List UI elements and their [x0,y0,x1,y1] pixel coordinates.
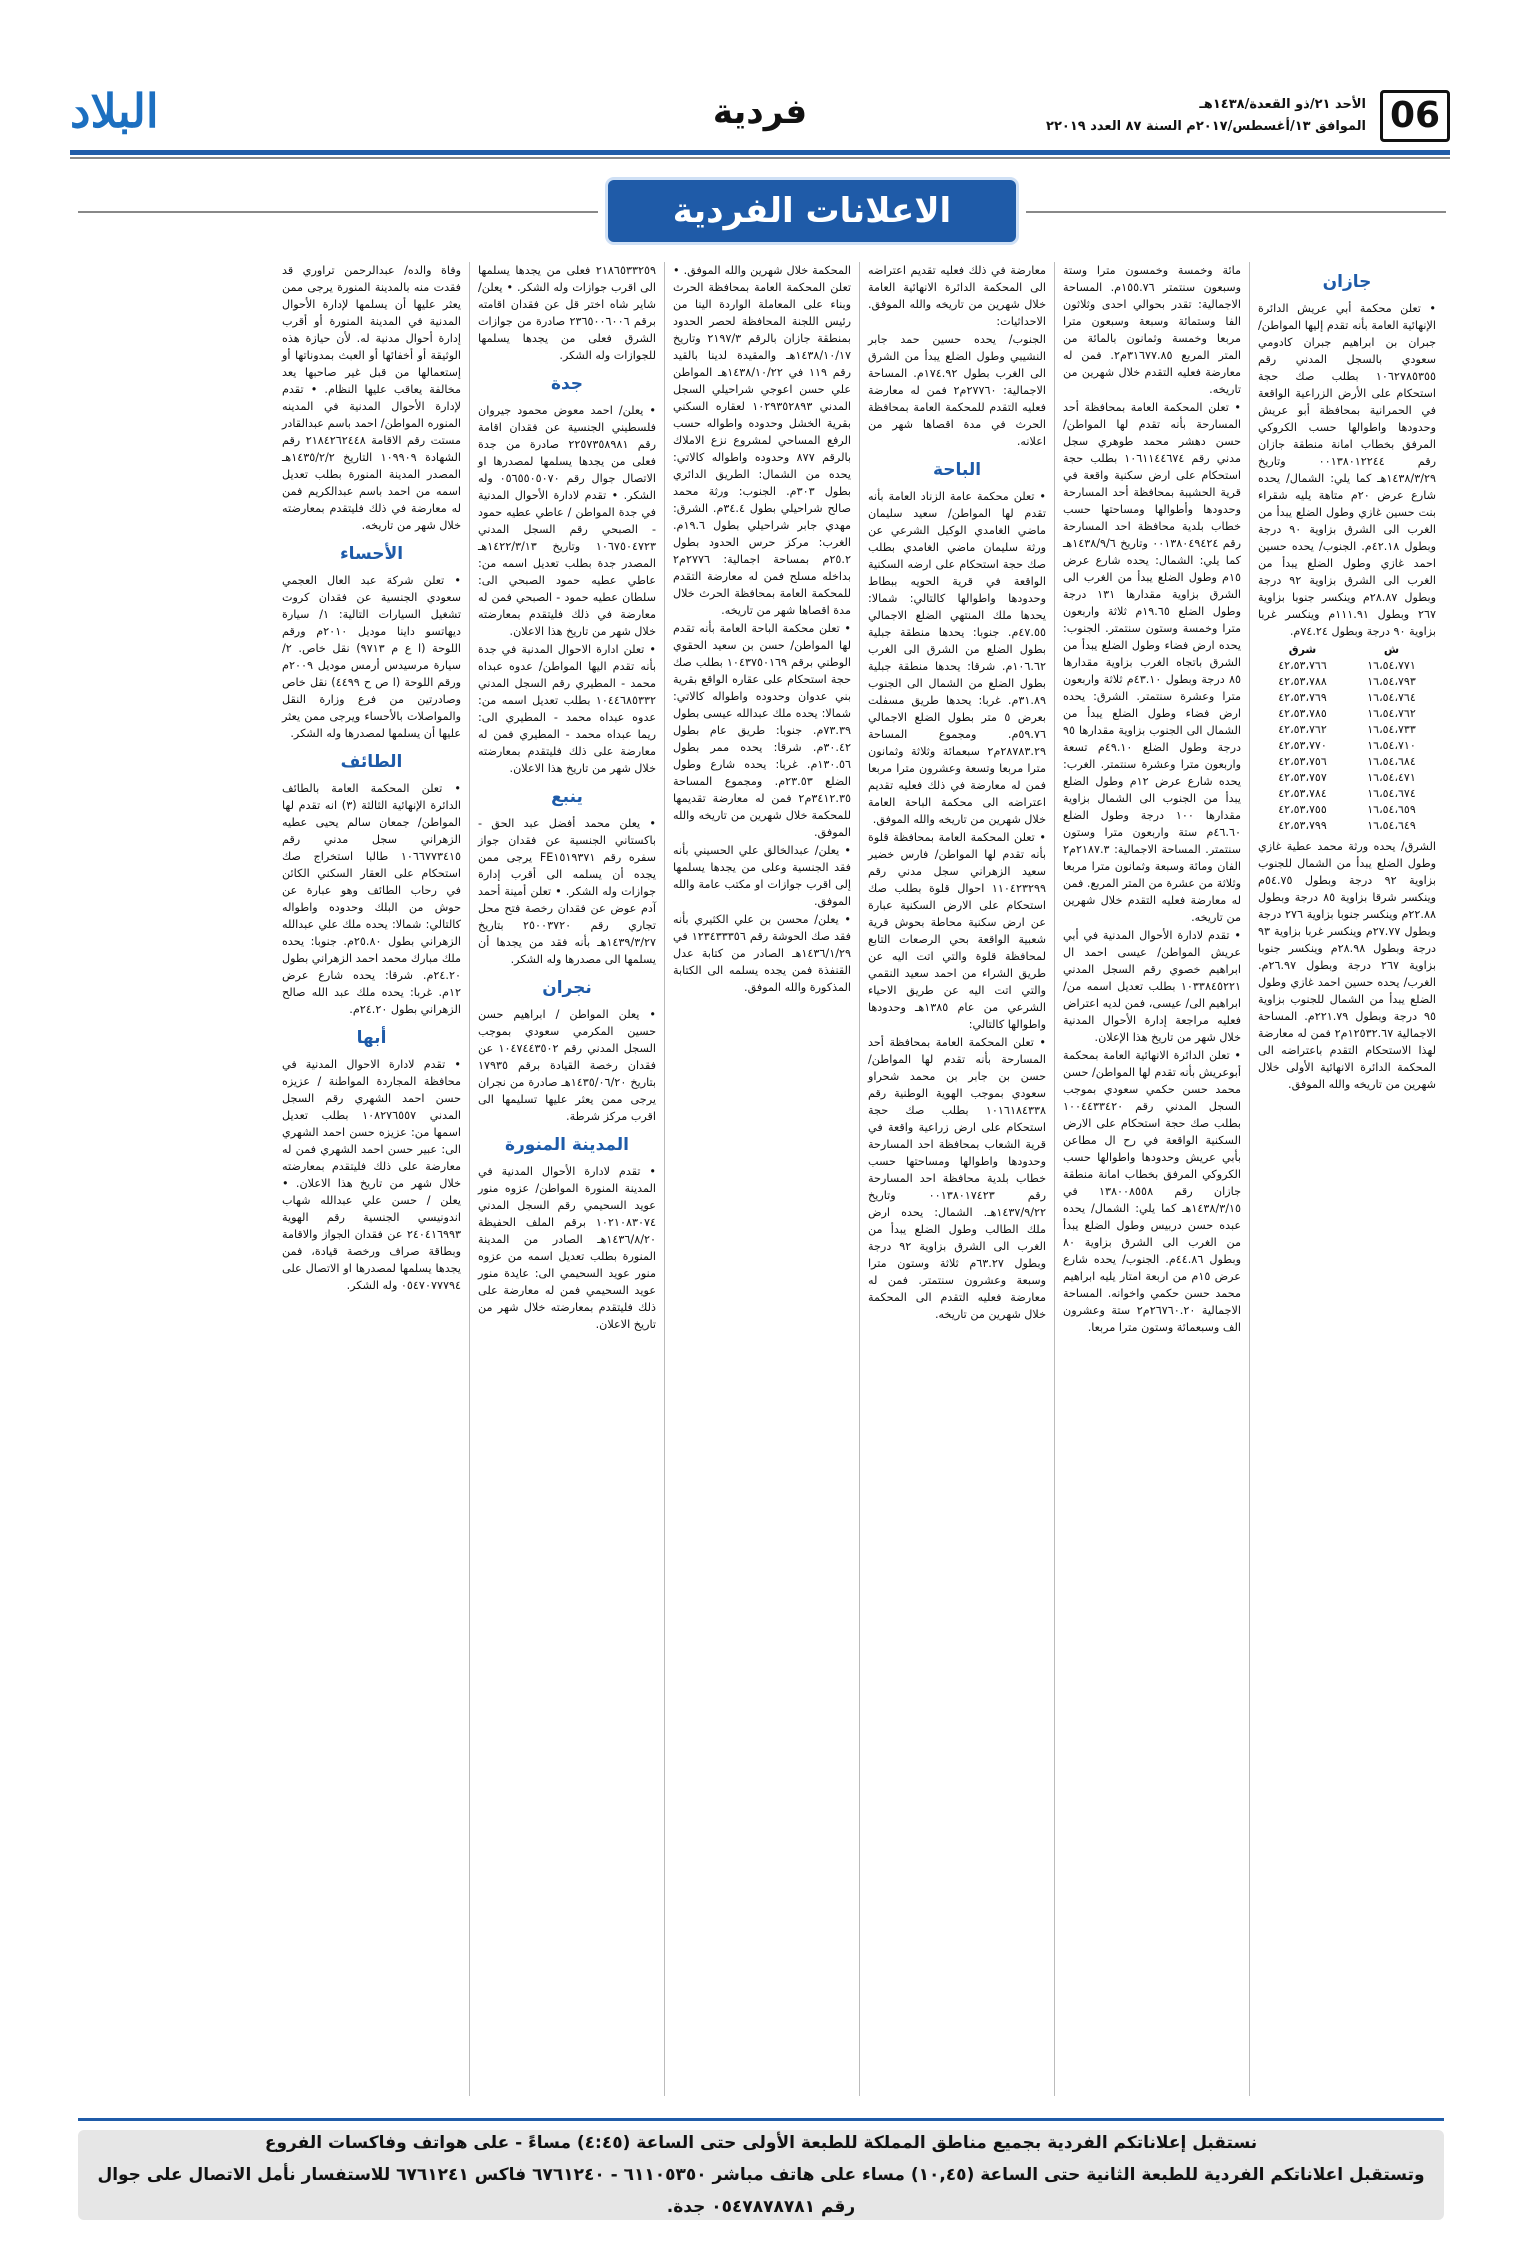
ad-text: • تعلن محكمة أبي عريش الدائرة الإنهائية العامة بأنه تقدم إليها المواطن/ جبران بن ابراهيم جبران كادومي سعودي بالسجل المدني رقم ١٠٦٢٧٨٥٣٥٥ بطلب صك حجة استحكام على الأرض الزراعية الواقعة في الحمرانية بمحافظة أبو عريش وحدودها واطوالها حسب الكروكي المرفق بخطاب امانة منطقة جازان رقم ٠٠١٣٨٠١٢٢٤٤ وتاريخ ١٤٣٨/٣/٢٩هـ كما يلي: الشمال/ يحده شارع عرض ٢٠م متاهة يليه شقراء بنت حسين غازي وطول الضلع يبدأ من الغرب الى الشرق بزاوية ٩٠ درجة وبطول ٤٢.١٨م. الجنوب/ يحده حسين احمد غازي وطول الضلع يبدأ من الغرب الى الشرق بزاوية ٩٢ درجة وبطول ٢٨.٨٧م وينكسر جنوبا بزاوية ٢٦٧ وبطول ١١١.٩١م وينكسر غربا بزاوية ٩٠ درجة وبطول ٧٤.٢٤م. [1258,302,1437,638]
ad-text: • تعلن المحكمة العامة بمحافظة أحد المسارحة بأنه تقدم لها المواطن/ حسن بن جابر بن محمد شحراو سعودي بموجب الهوية الوطنية رقم ١٠١٦١٨٤٣٣٨ بطلب صك حجة استحكام على ارض زراعية واقعة في قرية الشعاب بمحافظة احد المسارحة وحدودها واطوالها ومساحتها حسب خطاب بلدية محافظة احد المسارحة رقم ٠٠١٣٨٠١٧٤٢٣ وتاريخ ١٤٣٧/٩/٢٢هـ. الشمال: يحده ارض ملك الطالب وطول الضلع يبدأ من الغرب الى الشرق بزاوية ٩٢ درجة وبطول ٦٣.٢٧م ثلاثة وستون مترا وسبعة وعشرون سنتمتر. فمن له معارضة فعليه التقدم الى المحكمة خلال شهرين من تاريخه. [868,1036,1046,1321]
masthead-rule-thin [70,157,1450,159]
region-heading: جازان [1322,272,1372,292]
ad-text: وفاة والده/ عبدالرحمن تراوري قد فقدت منه بالمدينة المنورة يرجى ممن يعثر عليها أن يسلمها لإدارة الأحوال المدنية في المدينة المنورة أو أقرب إدارة أحوال مدنية له. لأن حيازة هذه الوثيقة أو أخفائها أو العبث بمدوناتها أو إستعمالها من قبل غير صاحبها يعد مخالفة يعاقب عليها النظام. • تقدم لإدارة الأحوال المدنية في المدينه المنوره المواطن/ احمد باسم عبدالقادر مستت رقم الاقامة ٢١٨٤٢٦٢٤٤٨ رقم الشهادة ١٠٩٩٠٩ التاريخ ١٤٣٥/٢/٢هـ المصدر المدينة المنورة بطلب تعديل اسمه من احمد باسم عبدالكريم فمن له معارضة في ذلك فليتقدم بمعارضته خلال شهر من تاريخه. [282,264,461,532]
banner-title: الاعلانات الفردية [672,191,952,231]
ad-column [859,262,1054,2096]
table-row [1258,818,1436,834]
footer-line-1: نستقبل إعلاناتكم الفردية بجميع مناطق المملكة للطبعة الأولى حتى الساعة (٤:٤٥) مساءً - على هواتف وفاكسات الفروع [264,2133,1258,2153]
coordinate-cell: ٤٢،٥٣،٧٥٦ [1278,755,1327,768]
table-row [1258,738,1436,754]
ad-column [664,262,859,2096]
coordinate-cell: ١٦،٥٤،٦٧٤ [1367,787,1416,800]
table-row [1258,754,1436,770]
coordinates-header: شرق [1288,643,1317,656]
coordinate-cell: ١٦،٥٤،٦٥٩ [1367,803,1416,816]
table-row [1258,722,1436,738]
coordinate-cell: ١٦،٥٤،٧٦٤ [1367,691,1416,704]
table-row [1258,802,1436,818]
table-row [1258,658,1436,674]
coordinate-cell: ١٦،٥٤،٧٧١ [1367,659,1416,672]
region-heading: الباحة [932,460,982,480]
newspaper-logo: البلاد [70,84,159,138]
coordinate-cell: ٤٢،٥٣،٧٦٢ [1278,723,1327,736]
ads-columns [78,262,1444,2096]
coordinate-cell: ٤٢،٥٣،٧٩٩ [1278,819,1327,832]
footer-notice [78,2130,1444,2220]
ad-column [1054,262,1249,2096]
ad-text: • تقدم لادارة الأحوال المدنية في أبي عريش المواطن/ عيسى احمد ال ابراهيم خصوي رقم السجل المدني ١٠٣٣٨٤٥٢٢١ بطلب تعديل اسمه من/ ابراهيم الى/ عيسى، فمن لديه اعتراض فعليه مراجعة إدارة الأحوال المدنية خلال شهر من تاريخ هذا الإعلان. [1063,929,1241,1044]
ad-text: • تقدم لادارة الأحوال المدنية في المدينة المنورة المواطن/ عزوه منور عويد السحيمي رقم السجل المدني ١٠٢١٠٨٣٠٧٤ برقم الملف الحفيظة ١٤٣٦/٨/٢٠هـ الصادر من المدينة المنورة بطلب تعديل اسمه من عزوه منور عويد السحيمي الى: عايدة منور عويد السحيمي فمن له معارضة على ذلك فليتقدم بمعارضته خلال شهر من تاريخ الاعلان. [478,1165,656,1331]
ad-text: الجنوب/ يحده حسين حمد جابر النشيبي وطول الضلع يبدأ من الشرق الى الغرب بطول ١٧٤.٩٢م. المساحة الاجمالية: ٢٧٧٦٠م٢ فمن له معارضة فعليه التقدم للمحكمة العامة بمحافظة الحرث في مدة اقصاها شهر من اعلانه. [868,333,1047,448]
section-title: فردية [712,92,808,132]
region-heading: الأحساء [339,544,404,564]
ad-text: • تعلن ادارة الاحوال المدنية في جدة بأنه تقدم اليها المواطن/ عدوه عبداه محمد - المطيري رقم السجل المدني ١٠٤٤٦٨٥٣٣٢ بطلب تعديل اسمه من: عدوه عبداه محمد - المطيري الى: ريما عبداه محمد - المطيري فمن له معارضة على ذلك فليتقدم بمعارضته خلال شهر من تاريخ هذا الاعلان. [478,643,656,775]
coordinate-cell: ١٦،٥٤،٦٤٩ [1367,819,1416,832]
ad-text: المحكمة خلال شهرين والله الموفق. • تعلن المحكمة العامة بمحافظة الحرث وبناء على المعاملة الواردة الينا من رئيس اللجنة المحافظة لحصر الحدود بمنطقة جازان بالرقم ٢١٩٧/٣ وتاريخ ١٤٣٨/١٠/١٧هـ والمقيدة لدينا بالقيد رقم ١١٩ في ١٤٣٨/١٠/٢٢هـ المواطن علي حسن اعوجي شراحيلي السجل المدني ١٠٢٩٣٥٢٨٩٣ لعقاره السكني بقرية الخشل وحدوده واطواله حسب الرفع المساحي لمشروع نزع الاملاك بالرقم ٨٧٧ وحدوده واطواله كالاتي: يحده من الشمال: الطريق الدائري بطول ٣٠٣م. الجنوب: ورثة محمد صالح شراحيلي بطول ٣٤.٤م. الشرق: مهدي جابر شراحيلي بطول ١٩.٦م. الغرب: مركز حرس الحدود بطول ٢٥.٢م بمساحة اجمالية: ٢٧٧٦م٢ بداخله مسلح فمن له معارضة التقدم للمحكمة العامة بمحافظة الحرث خلال مدة اقصاها شهر من تاريخه. [673,264,851,617]
banner-line-left [78,211,598,213]
region-heading: الطائف [340,752,403,772]
ad-text: • تعلن محكمة عامة الزناد العامة بأنه تقدم لها المواطن/ سعيد سليمان ماضي الغامدي الوكيل الشرعي عن ورثة سليمان ماضي الغامدي بطلب صك حجة استحكام على ارضه السكنية الواقعة في قرية الحويه ببطاط وحدودها واطوالها كالتالي: شمالا: يحدها ملك المنتهي الضلع الاجمالي ٤٧.٥٥م. جنوبا: يحدها منطقة جبلية بطول الضلع من الشرق الى الغرب ١٠٦.٦٢م. شرقا: يحدها منطقة جبلية بطول الضلع من الشمال الى الجنوب ٣١.٨٩م. غربا: يحدها طريق مسفلت بعرض ٥ متر بطول الضلع الاجمالي ٥٩.٧٦م. ومجموع المساحة ٢٨٧٨٣.٢٩م٢ سبعمائة وثلاثة وثمانون مترا مربعا وتسعة وعشرون مترا مربعا فمن له معارضة في ذلك فعليه تقديم اعتراضه الى محكمة الباحة العامة خلال شهرين من تاريخه والله الموفق. [868,490,1046,826]
date-gregorian: الموافق ١٣/أغسطس/٢٠١٧م السنة ٨٧ العدد ٢٢٠١٩ [1046,119,1366,134]
coordinate-cell: ١٦،٥٤،٧١٠ [1367,739,1416,752]
ad-text: • تعلن المحكمة العامة بمحافظة أحد المسارحة بأنه تقدم لها المواطن/ حسن دهشر محمد طوهري سجل مدني رقم ١٠٦١١٤٤٦٧٤ بطلب حجة استحكام على ارض سكنية واقعة في قرية الحشيبة بمحافظة أحد المسارحة وحدودها وأطوالها ومساحتها حسب خطاب بلدية محافظة احد المسارحة رقم ٠٠١٣٨٠٤٩٤٢٤ وتاريخ ١٤٣٨/٩/٦هـ كما يلي: الشمال: يحده شارع عرض ١٥م وطول الضلع يبدأ من الغرب الى الشرق بزاوية مقدارها ١٣١ درجة وطول الضلع ١٩.٦٥م ثلاثة واربعون مترا وخمسة وستون سنتمتر. الجنوب: يحده ارض فضاء وطول الضلع يبدأ من الشرق باتجاه الغرب بزاوية مقدارها ٨٥ درجة وبطول ٤٣.١٠م ثلاثة واربعون مترا وعشرة سنتمتر. الشرق: يحده ارض فضاء وطول الضلع يبدأ من الشمال الى الجنوب بزاوية مقدارها ٩٥ درجة وطول الضلع ٤٩.١٠م تسعة واربعون مترا وعشرة سنتمتر. الغرب: يحده شارع عرض ١٢م وطول الضلع يبدأ من الجنوب الى الشمال بزاوية مقدارها ١٠٠ درجة وطول الضلع ٤٦.٦٠م ستة واربعون مترا وستون سنتمتر. المساحة الاجمالية: ٢١٨٧.٣م٢ الفان ومائة وسبعة وثمانون مترا مربعا وثلاثة من عشرة من المتر المربع. فمن له معارضة فعليه التقدم خلال شهرين من تاريخه. [1063,401,1241,924]
issue-date [1046,94,1366,138]
coordinate-cell: ١٦،٥٤،٧٣٣ [1367,723,1416,736]
ad-text: • تعلن المحكمة العامة بالطائف الدائرة الإنهائية الثالثة (٣) انه تقدم لها المواطن/ جمعان سالم يحيى عطيه الزهراني سجل مدني رقم ١٠٦٦٧٧٣٤١٥ طالبا استخراج صك استحكام على العقار السكني الكائن في رحاب الطائف وهو عبارة عن حوش من البلك وحدوده واطواله كالتالي: شمالا: يحده ملك علي عبدالله الزهراني بطول ٢٥.٨٠م. جنوبا: يحده ملك مبارك محمد احمد الزهراني بطول ٢٤.٢٠م. شرقا: يحده شارع عرض ١٢م. غربا: يحده ملك عبد الله صالح الزهراني بطول ٢٤.٢٠م. [282,782,461,1016]
ad-text: • تقدم لادارة الاحوال المدنية في محافظة المجاردة المواطنة / عزيزه حسن احمد الشهري رقم السجل المدني ١٠٨٢٧٦٥٥٧ بطلب تعديل اسمها من: عزيزه حسن احمد الشهري الى: عبير حسن احمد الشهري فمن له معارضة على ذلك فليتقدم بمعارضته خلال شهر من تاريخ هذا الاعلان. • يعلن / حسن علي عبدالله شهاب اندونيسي الجنسية رقم الهوية ٢٤٠٤١٦٩٩٣ عن فقدان الجواز والاقامة وبطاقة صراف ورخصة قيادة، فمن يجدها يسلمها لمصدرها او الاتصال على ٠٥٤٧٠٧٧٧٩٤ وله الشكر. [282,1058,462,1292]
coordinate-cell: ١٦،٥٤،٧٦٢ [1367,707,1416,720]
region-heading: المدينة المنورة [504,1135,629,1155]
region-heading: نجران [542,978,592,998]
ad-text: • يعلن محمد أفضل عبد الحق - باكستاني الجنسية عن فقدان جواز سفره رقم FE١٥١٩٣٧١ يرجى ممن يجده أن يسلمه الى أقرب إدارة جوازات وله الشكر. • تعلن أمينة أحمد آدم عوض عن فقدان رخصة فتح محل تجاري رقم ٢٥٠٠٣٧٢٠ بتاريخ ١٤٣٩/٣/٢٧هـ بأنه فقد من يجدها أن يسلمها الى مصدرها وله الشكر. [478,817,656,966]
ad-text: • يعلن المواطن / ابراهيم حسن حسين المكرمي سعودي بموجب السجل المدني رقم ١٠٤٧٤٤٣٥٠٢ عن فقدان رخصة القيادة برقم ١٧٩٣٥ بتاريخ ١٤٣٥/٠٦/٢٠هـ صادرة من نجران يرجى ممن يعثر عليها تسليمها الى اقرب مركز شرطة. [478,1008,656,1123]
banner-line-right [1026,211,1446,213]
masthead-rule [70,150,1450,155]
coordinate-cell: ٤٢،٥٣،٧٥٥ [1278,803,1327,816]
table-row [1258,786,1436,802]
ad-text: • تعلن محكمة الباحة العامة بأنه تقدم لها المواطن/ حسن بن سعيد الحقوي الوطني برقم ١٠٤٣٧٥٠١٦٩ بطلب صك حجة استحكام على عقاره الواقع بقرية بني عدوان وحدوده واطواله كالاتي: شمالا: يحده ملك عبدالله عيسى بطول ٧٣.٣٩م. جنوبا: طريق عام بطول ٣٠.٤٢م. شرقا: يحده ممر بطول ١٣٠.٥٦م. غربا: يحده شارع وطول الضلع ٢٣.٥٣م. ومجموع المساحة ٣٤١٢.٣٥م٢ فمن له معارضة تقديمها للمحكمة خلال شهرين من تاريخه والله الموفق. [673,622,852,839]
coordinate-cell: ٤٢،٥٣،٧٨٤ [1278,787,1327,800]
table-row [1258,770,1436,786]
masthead [70,84,1450,150]
coordinates-table [1258,642,1436,834]
ad-column [469,262,664,2096]
coordinate-cell: ٤٢،٥٣،٧٧٠ [1278,739,1327,752]
ad-text: معارضة في ذلك فعليه تقديم اعتراضه الى المحكمة الدائرة الانهائية العامة خلال شهرين من تاريخه والله الموفق. الاحداثيات: [868,264,1046,328]
region-heading: جدة [550,374,584,394]
coordinate-cell: ١٦،٥٤،٧٩٣ [1367,675,1416,688]
ad-text: • تعلن شركة عبد العال العجمي سعودي الجنسية عن فقدان كروت تشغيل السيارات التالية: ١/ سيارة ديهاتسو داينا موديل ٢٠١٠م ورقم اللوحة (ا ع م ٩٧١٣) نقل خاص. ٢/ سيارة مرسيدس أرمس موديل ٢٠٠٩م ورقم اللوحة (ا ص ح ٤٤٩٩) نقل خاص وصادرتين من فرع وزارة النقل والمواصلات بالأحساء ويرجى ممن يعثر عليها أن يسلمها لمصدرها وله الشكر. [282,574,462,740]
coordinate-cell: ٤٢،٥٣،٧٦٦ [1278,659,1327,672]
ad-column [274,262,469,2096]
ad-text: ٢١٨٦٥٣٣٢٥٩ فعلى من يجدها يسلمها الى اقرب جوازات وله الشكر. • يعلن/ شاير شاه اختر قل عن فقدان اقامته برقم ٢٣٦٥٠٠٦٠٠٦ صادرة من جوازات الشرق فعلى من يجدها يسلمها للجوازات وله الشكر. [478,264,656,362]
coordinate-cell: ١٦،٥٤،٦٨٤ [1367,755,1416,768]
coordinate-cell: ٤٢،٥٣،٧٥٧ [1278,771,1327,784]
footer-line-2: وتستقبل اعلاناتكم الفردية للطبعة الثانية حتى الساعة (١٠,٤٥) مساء على هاتف مباشر ٦١١٠٥٣٥٠ - ٦٧٦١٢٤٠ فاكس ٦٧٦١٢٤١ للاستفسار نأمل الاتصال على جوال رقم ٠٥٤٧٨٧٨٧٨١ جدة. [97,2165,1425,2217]
page-banner [608,180,1016,242]
table-row [1258,690,1436,706]
ad-column [1249,262,1444,2096]
ad-text: • يعلن/ عبدالخالق علي الحسيني بأنه فقد الجنسية وعلى من يجدها يسلمها إلى اقرب جوازات او مكتب عامة والله الموفق. [673,844,851,908]
date-hijri: الأحد ٢١/ذو القعدة/١٤٣٨هـ [1199,97,1366,112]
ad-text: مائة وخمسة وخمسون مترا وستة وسبعون سنتمتر ١٥٥.٧٦م. المساحة الاجمالية: تقدر بحوالي احدى وثلاثون الفا وستمائة وسبعة وسبعون مترا مربعا وخمسة وثمانون بالمائة من المتر المربع ٣١٦٧٧.٨٥م٢. فمن له معارضة فعليه التقدم خلال شهرين من تاريخه. [1063,264,1241,396]
ad-text: الشرق/ يحده ورثة محمد عطية غازي وطول الضلع يبدأ من الشمال للجنوب بزاوية ٩٢ درجة وبطول ٥٤.٧٥م وينكسر شرقا بزاوية ٨٥ درجة وبطول ٢٢.٨٨م وينكسر جنوبا بزاوية ٢٧٦ درجة وبطول ٢٧.٧٧م وينكسر غربا بزاوية ٩٣ درجة وبطول ٢٨.٩٨م وينكسر جنوبا بزاوية ٢٦٧ درجة وبطول ٢٦.٩٧م. الغرب/ يحده حسين احمد غازي وطول الضلع يبدأ من الشمال للجنوب بزاوية ٩٥ درجة وبطول ٢٢١.٧٩م. المساحة الاجمالية ١٢٥٣٢.٦٧م٢ فمن له معارضة لهذا الاستحكام التقدم باعتراضه الى المحكمة الدائرة الانهائية الأولى خلال شهرين من تاريخه والله الموفق. [1258,840,1437,1091]
coordinate-cell: ٤٢،٥٣،٧٨٥ [1278,707,1327,720]
region-heading: ينبع [551,787,583,807]
page-number: 06 [1380,90,1450,142]
region-heading: أبها [356,1028,387,1048]
coordinate-cell: ١٦،٥٤،٤٧١ [1367,771,1416,784]
table-row [1258,674,1436,690]
coordinates-header: ش [1383,643,1400,656]
ad-text: • يعلن/ محسن بن علي الكثيري بأنه فقد صك الحوشة رقم ١٢٣٤٣٣٣٥٦ في ١٤٣٦/١/٢٩هـ الصادر من كتابة عدل القنفذة فمن يجده يسلمه الى الكتابة المذكورة والله الموفق. [673,913,851,994]
ad-text: • يعلن/ احمد معوض محمود جيروان فلسطيني الجنسية عن فقدان اقامة رقم ٢٢٥٧٣٥٨٩٨١ صادرة من جدة فعلى من يجدها يسلمها لمصدرها او الاتصال جوال رقم ٠٥٦٥٥٠٥٠٧٠ وله الشكر. • تقدم لادارة الأحوال المدنية في جدة المواطن / عاطي عطيه حمود - الصبحي رقم السجل المدني ١٠٦٧٥٠٤٧٢٣ وتاريخ ١٤٢٢/٣/١٣هـ المصدر جدة بطلب تعديل اسمه من: عاطي عطيه حمود الصبحي الى: سلطان عطيه حمود - الصبحي فمن له معارضة في ذلك فليتقدم بمعارضته خلال شهر من تاريخ هذا الاعلان. [478,404,656,638]
coordinate-cell: ٤٢،٥٣،٧٨٨ [1278,675,1327,688]
ad-text: • تعلن الدائرة الانهائية العامة بمحكمة أبوعريش بأنه تقدم لها المواطن/ حسن محمد حسن حكمي سعودي بموجب السجل المدني رقم ١٠٠٤٤٣٣٤٢٠ بطلب صك حجة استحكام على الارض السكنية الواقعة في رح ال مطاعن بأبي عريش وحدودها واطوالها حسب الكروكي المرفق بخطاب امانة منطقة جازان رقم ١٣٨٠٠٨٥٥٨ في ١٤٣٨/٣/١٥هـ كما يلي: الشمال/ يحده عبده حسن دربيس وطول الضلع يبدأ من الغرب الى الشرق بزاوية ٨٠ وبطول ٤٤.٨٦م. الجنوب/ يحده شارع عرض ١٥م من اربعة امتار يليه ابراهيم محمد حسن حكمي واخوانه. المساحة الاجمالية ٢٦٧٦٠.٢٠م٢ ستة وعشرون الف وسبعمائة وستون مترا مربعا. [1063,1049,1241,1334]
coordinate-cell: ٤٢،٥٣،٧٦٩ [1278,691,1327,704]
table-row [1258,706,1436,722]
footer-rule [78,2118,1444,2121]
ad-text: • تعلن المحكمة العامة بمحافظة قلوة بأنه تقدم لها المواطن/ فارس خضير سعيد الزهراني سجل مدني رقم ١١٠٤٢٣٢٩٩ احوال قلوة بطلب صك استحكام على الارض السكنية عبارة عن ارض سكنية محاطة بحوش قرية شعبية الواقعة بحي الرصعات التابع لمحافظة قلوة والتي اتت اليه عن طريق الشراء من احمد سعيد النقمي والتي اتت اليه عن طريق الاحياء الشرعي من عام ١٣٨٥هـ وحدودها واطوالها كالتالي: [868,831,1046,1031]
